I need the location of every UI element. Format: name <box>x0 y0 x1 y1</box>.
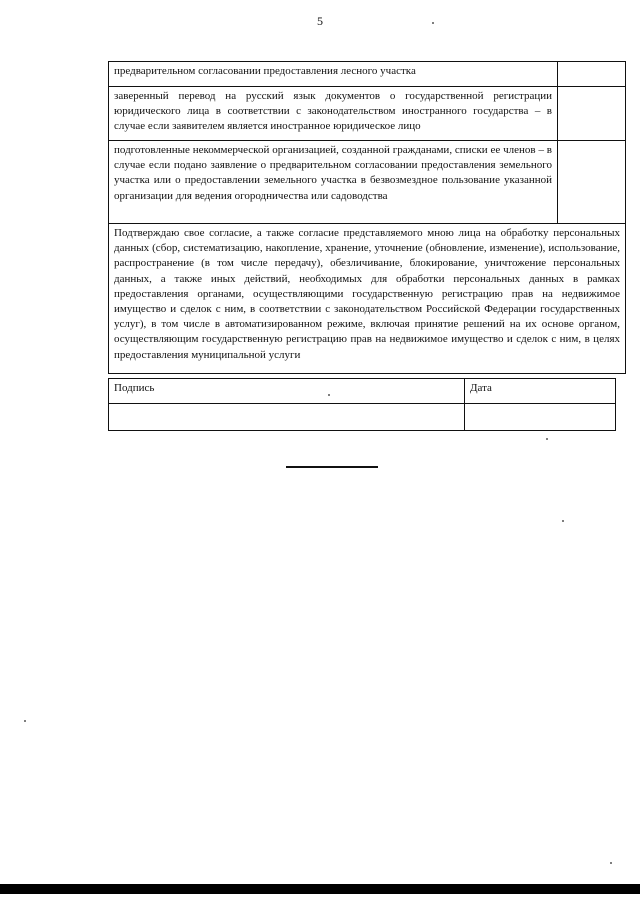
signature-header-row <box>109 379 616 404</box>
table-row <box>109 62 626 87</box>
scan-speck <box>562 520 564 522</box>
signature-entry-row <box>109 404 616 431</box>
scan-speck <box>610 862 612 864</box>
document-description: предварительном согласовании предоставления лесного участка <box>109 62 558 87</box>
table-row <box>109 87 626 141</box>
end-of-form-rule <box>286 466 378 468</box>
documents-table <box>108 61 626 374</box>
scan-speck <box>432 22 434 24</box>
consent-text: Подтверждаю свое согласие, а также согласие представляемого мною лица на обработку персональных данных (сбор, систематизацию, накопление, хранение, уточнение (обновление, изменение), использование, распространение (в том числе передачу), обезличивание, блокирование, уничтожение персональных данных, а также иных действий, необходимых для обработки персональных данных в рамках предоставления органами, осуществляющими государственную регистрацию прав на недвижимое имущество и сделок с ним, в соответствии с законодательством Российской Федерации государственных услуг), в том числе в автоматизированном режиме, включая принятие решений на их основе органом, осуществляющим государственную регистрацию прав на недвижимое имущество и сделок с ним, в целях предоставления муниципальной услуги <box>109 224 626 374</box>
document-description: подготовленные некоммерческой организацией, созданной гражданами, списки ее членов – в случае если подано заявление о предварительном согласовании предоставления земельного участка или о предоставлении земельного участка в безвозмездное пользование указанной организации для ведения огородничества или садоводства <box>109 141 558 224</box>
date-label: Дата <box>465 379 616 404</box>
scan-speck <box>24 720 26 722</box>
mark-cell[interactable] <box>558 62 626 87</box>
scan-border <box>0 884 640 894</box>
date-field[interactable] <box>465 404 616 431</box>
consent-row <box>109 224 626 374</box>
signature-field[interactable] <box>109 404 465 431</box>
signature-label: Подпись <box>109 379 465 404</box>
mark-cell[interactable] <box>558 141 626 224</box>
document-description: заверенный перевод на русский язык документов о государственной регистрации юридического лица в соответствии с законодательством иностранного государства – в случае если заявителем является иностранное юридическое лицо <box>109 87 558 141</box>
page-number: 5 <box>317 14 323 28</box>
table-row <box>109 141 626 224</box>
scan-speck <box>546 438 548 440</box>
signature-table <box>108 378 616 431</box>
scan-speck <box>328 394 330 396</box>
mark-cell[interactable] <box>558 87 626 141</box>
